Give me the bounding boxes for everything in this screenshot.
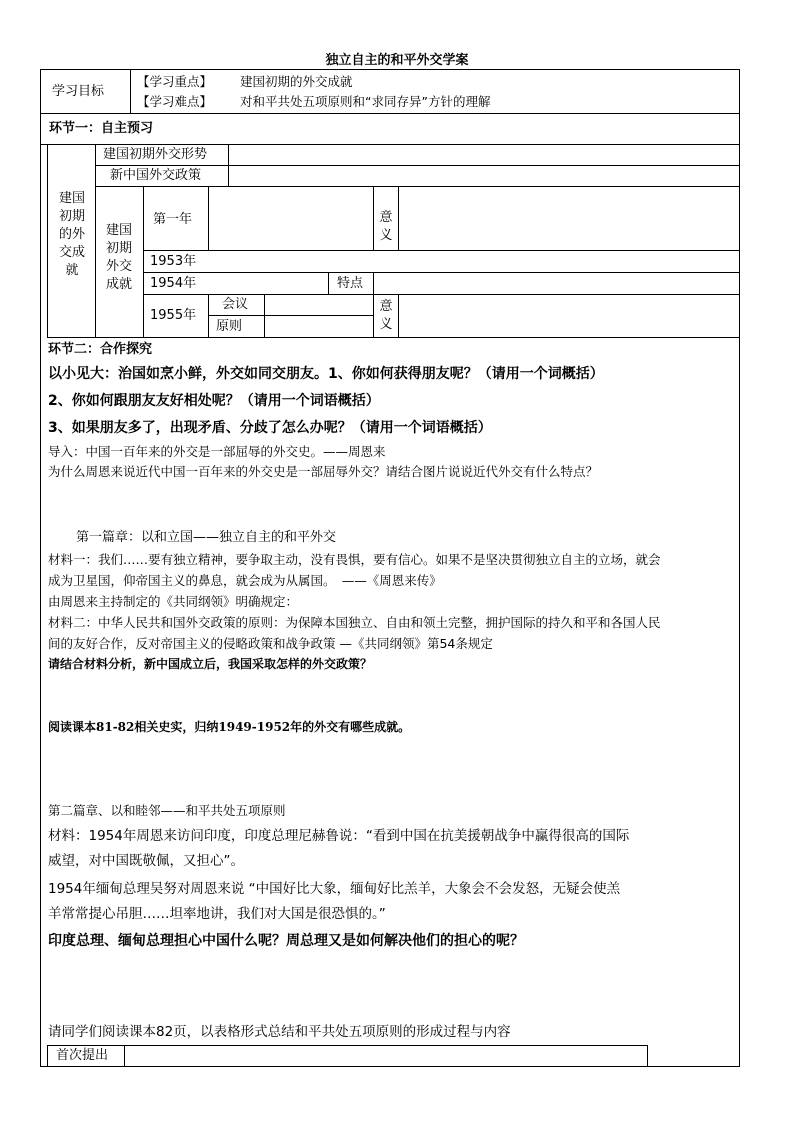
year-1954: 1954年 bbox=[150, 276, 197, 291]
border-right bbox=[739, 69, 740, 1066]
first-year-label: 第一年 bbox=[153, 212, 193, 227]
year-1953: 1953年 bbox=[150, 254, 197, 269]
material-2-line2: 间的友好合作，反对帝国主义的侵略政策和战争政策 —《共同纲领》第54条规定 bbox=[48, 636, 493, 651]
material-1-line2: 成为卫星国，仰帝国主义的鼻息，就会成为从属国。 ——《周恩来传》 bbox=[48, 573, 442, 588]
question-3: 3、如果朋友多了，出现矛盾、分歧了怎么办呢？（请用一个词语概括） bbox=[48, 420, 492, 436]
meaning-b: 意 义 bbox=[379, 299, 393, 332]
key-text: 建国初期的外交成就 bbox=[240, 74, 353, 89]
section1-header: 环节一：自主预习 bbox=[49, 121, 154, 136]
difficulty-tag: 【学习难点】 bbox=[137, 94, 213, 109]
inner-row4 bbox=[208, 315, 373, 316]
inner-row1 bbox=[143, 250, 739, 251]
material-2-line1: 材料二：中华人民共和国外交政策的原则：为保障本国独立、自由和领土完整，拥护国际的持久和平和各国人民 bbox=[48, 615, 661, 630]
key-tag: 【学习重点】 bbox=[137, 74, 213, 89]
inner-row2 bbox=[143, 272, 739, 273]
lead-quote: 导入：中国一百年来的外交是一部屈辱的外交史。——周恩来 bbox=[48, 444, 386, 459]
principle-label: 原则 bbox=[216, 319, 243, 334]
material-3-line2: 威望，对中国既敬佩，又担心”。 bbox=[48, 853, 244, 869]
question-policy: 请结合材料分析，新中国成立后，我国采取怎样的外交政策？ bbox=[48, 657, 373, 671]
bottom-table-left bbox=[47, 1045, 48, 1066]
difficulty-text: 对和平共处五项原则和“求同存异”方针的理解 bbox=[240, 94, 491, 109]
border-bottom bbox=[40, 1066, 740, 1067]
section2-header: 环节二：合作探究 bbox=[48, 342, 153, 357]
page-title: 独立自主的和平外交学案 bbox=[325, 53, 469, 68]
goals-label: 学习目标 bbox=[52, 84, 105, 99]
goals-divider bbox=[130, 69, 131, 113]
bottom-table-top bbox=[47, 1045, 647, 1046]
s1-col1 bbox=[95, 144, 96, 337]
s1-bottom bbox=[47, 337, 740, 338]
chapter-2: 第二篇章、以和睦邻——和平共处五项原则 bbox=[48, 803, 286, 818]
row-situation: 建国初期外交形势 bbox=[103, 147, 208, 162]
material-3-line1: 材料：1954年周恩来访问印度，印度总理尼赫鲁说：“看到中国在抗美援朝战争中赢得很高的国际 bbox=[48, 828, 630, 844]
goals-bottom bbox=[40, 113, 740, 114]
question-intro: 以小见大：治国如烹小鲜，外交如同交朋友。1、你如何获得朋友呢？（请用一个词概括） bbox=[48, 366, 604, 382]
inner-col4a bbox=[373, 186, 374, 250]
side-label: 建国 初期 的外 交成 就 bbox=[58, 191, 85, 278]
question-worry: 印度总理、缅甸总理担心中国什么呢？周总理又是如何解决他们的担心的呢？ bbox=[48, 933, 524, 949]
feature-label: 特点 bbox=[337, 276, 364, 291]
inner-col2a bbox=[208, 186, 209, 250]
material-1-line3: 由周恩来主持制定的《共同纲领》明确规定： bbox=[48, 594, 299, 609]
bottom-table-right bbox=[647, 1045, 648, 1066]
inner-col5b bbox=[398, 294, 399, 337]
inner-col4b bbox=[373, 294, 374, 337]
s1-row1-bottom bbox=[95, 165, 739, 166]
material-3-line4: 羊常常提心吊胆……坦率地讲，我们对大国是很恐惧的。” bbox=[48, 906, 386, 922]
meeting-label: 会议 bbox=[222, 297, 249, 312]
question-read: 阅读课本81-82相关史实，归纳1949-1952年的外交有哪些成就。 bbox=[48, 720, 411, 734]
year-1955: 1955年 bbox=[150, 308, 197, 323]
border-top bbox=[40, 69, 740, 70]
inner-label: 建国 初期 外交 成就 bbox=[105, 223, 132, 292]
row-policy: 新中国外交政策 bbox=[110, 168, 202, 183]
s1-header-bottom bbox=[40, 144, 740, 145]
border-left bbox=[40, 69, 41, 1066]
lead-question: 为什么周恩来说近代中国一百年来的外交史是一部屈辱外交？请结合图片说说近代外交有什么特点？ bbox=[48, 464, 599, 479]
meaning-a: 意 义 bbox=[379, 210, 393, 243]
inner-col5a bbox=[398, 186, 399, 250]
material-1-line1: 材料一：我们……要有独立精神，要争取主动，没有畏惧，要有信心。如果不是坚决贯彻独立自主的立场，就会 bbox=[48, 552, 661, 567]
inner-col-feature-l bbox=[328, 272, 329, 294]
question-2: 2、你如何跟朋友友好相处呢？（请用一个词语概括） bbox=[48, 393, 380, 409]
material-3-line3: 1954年缅甸总理吴努对周恩来说 “中国好比大象，缅甸好比羔羊，大象会不会发怒，无疑会使羔 bbox=[48, 881, 621, 897]
inner-col-feature-r bbox=[373, 272, 374, 294]
question-table: 请同学们阅读课本82页，以表格形式总结和平共处五项原则的形成过程与内容 bbox=[48, 1024, 511, 1040]
s1-left bbox=[47, 144, 48, 337]
inner-row3 bbox=[143, 294, 739, 295]
bottom-table-mid bbox=[124, 1045, 125, 1066]
s1-row2-bottom bbox=[95, 186, 739, 187]
first-proposed-label: 首次提出 bbox=[56, 1048, 109, 1063]
chapter-1: 第一篇章：以和立国——独立自主的和平外交 bbox=[76, 530, 337, 545]
inner-col1 bbox=[143, 186, 144, 337]
